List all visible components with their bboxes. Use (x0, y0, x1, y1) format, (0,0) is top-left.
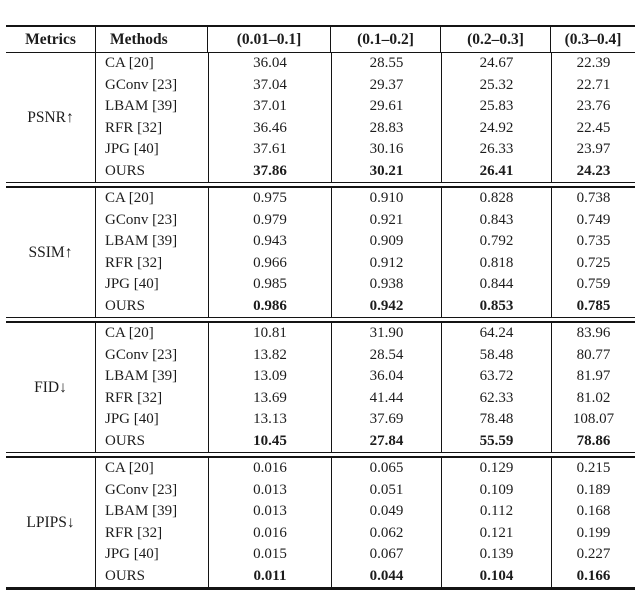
value-cell: 0.818 (441, 253, 551, 275)
value-cell: 108.07 (551, 409, 635, 431)
value-cell: 0.979 (208, 210, 331, 232)
value-cell: 10.81 (208, 323, 331, 345)
value-cell: 22.45 (551, 118, 635, 140)
method-cell: OURS (105, 432, 146, 449)
value-cell: 0.910 (331, 188, 441, 210)
method-cell: RFR [32] (105, 119, 163, 136)
results-table (6, 25, 635, 590)
metric-section-lpips (6, 458, 635, 587)
method-cell: CA [20] (105, 460, 154, 476)
header-cell-metrics: Metrics (25, 31, 76, 48)
value-cell: 0.844 (441, 274, 551, 296)
value-cell: 0.759 (551, 274, 635, 296)
method-cell: OURS (105, 297, 146, 314)
table-row (96, 366, 635, 388)
method-cell: JPG [40] (105, 411, 159, 427)
value-cell: 0.749 (551, 210, 635, 232)
value-cell: 36.04 (331, 366, 441, 388)
value-cell: 29.61 (331, 96, 441, 118)
metric-section-psnr (6, 53, 635, 182)
value-cell: 0.735 (551, 231, 635, 253)
value-cell: 0.912 (331, 253, 441, 275)
metric-section-fid (6, 323, 635, 452)
value-cell: 37.04 (208, 75, 331, 97)
value-cell: 81.02 (551, 388, 635, 410)
table-row (96, 345, 635, 367)
table-row (96, 388, 635, 410)
section-rows (95, 323, 635, 452)
value-cell: 0.049 (331, 501, 441, 523)
value-cell: 27.84 (331, 431, 441, 453)
method-cell: GConv [23] (105, 76, 178, 93)
table-row (96, 409, 635, 431)
table-row (96, 296, 635, 318)
value-cell: 13.69 (208, 388, 331, 410)
method-cell: OURS (105, 567, 146, 584)
value-cell: 24.23 (551, 161, 635, 183)
value-cell: 0.843 (441, 210, 551, 232)
table-row (96, 231, 635, 253)
value-cell: 25.83 (441, 96, 551, 118)
value-cell: 36.04 (208, 53, 331, 75)
metric-label: FID↓ (34, 378, 67, 396)
value-cell: 0.044 (331, 566, 441, 588)
value-cell: 30.21 (331, 161, 441, 183)
method-cell: LBAM [39] (105, 368, 178, 384)
value-cell: 37.61 (208, 139, 331, 161)
value-cell: 13.09 (208, 366, 331, 388)
table-row (96, 566, 635, 588)
value-cell: 28.83 (331, 118, 441, 140)
value-cell: 62.33 (441, 388, 551, 410)
value-cell: 80.77 (551, 345, 635, 367)
value-cell: 36.46 (208, 118, 331, 140)
header-cell-range-3: (0.2–0.3] (440, 27, 550, 52)
value-cell: 26.33 (441, 139, 551, 161)
value-cell: 13.82 (208, 345, 331, 367)
header-cell-range-1: (0.01–0.1] (207, 27, 330, 52)
table-row (96, 96, 635, 118)
value-cell: 37.69 (331, 409, 441, 431)
method-cell: JPG [40] (105, 546, 159, 562)
value-cell: 55.59 (441, 431, 551, 453)
table-row (96, 210, 635, 232)
value-cell: 78.86 (551, 431, 635, 453)
value-cell: 0.938 (331, 274, 441, 296)
metric-label: PSNR↑ (27, 108, 74, 126)
table-row (96, 323, 635, 345)
value-cell: 83.96 (551, 323, 635, 345)
value-cell: 28.55 (331, 53, 441, 75)
value-cell: 0.853 (441, 296, 551, 318)
value-cell: 37.86 (208, 161, 331, 183)
table-row (96, 501, 635, 523)
method-cell: LBAM [39] (105, 233, 178, 249)
value-cell: 10.45 (208, 431, 331, 453)
value-cell: 0.168 (551, 501, 635, 523)
table-row (96, 523, 635, 545)
value-cell: 0.966 (208, 253, 331, 275)
value-cell: 23.97 (551, 139, 635, 161)
value-cell: 0.139 (441, 544, 551, 566)
value-cell: 0.013 (208, 480, 331, 502)
section-rows (95, 458, 635, 587)
table-row (96, 118, 635, 140)
value-cell: 37.01 (208, 96, 331, 118)
header-cell-methods: Methods (95, 27, 207, 52)
header-cell-range-4: (0.3–0.4] (550, 27, 635, 52)
metric-label: SSIM↑ (28, 243, 73, 261)
method-cell: JPG [40] (105, 276, 159, 292)
table-row (96, 274, 635, 296)
method-cell: RFR [32] (105, 524, 163, 541)
method-cell: CA [20] (105, 55, 154, 71)
value-cell: 0.109 (441, 480, 551, 502)
table-row (96, 480, 635, 502)
value-cell: 0.199 (551, 523, 635, 545)
value-cell: 23.76 (551, 96, 635, 118)
value-cell: 0.986 (208, 296, 331, 318)
section-rows (95, 188, 635, 317)
table-row (96, 253, 635, 275)
value-cell: 0.112 (441, 501, 551, 523)
value-cell: 78.48 (441, 409, 551, 431)
method-cell: CA [20] (105, 190, 154, 206)
value-cell: 0.785 (551, 296, 635, 318)
value-cell: 0.921 (331, 210, 441, 232)
value-cell: 30.16 (331, 139, 441, 161)
value-cell: 0.013 (208, 501, 331, 523)
value-cell: 0.985 (208, 274, 331, 296)
table-row (96, 75, 635, 97)
table-row (96, 431, 635, 453)
value-cell: 0.738 (551, 188, 635, 210)
value-cell: 26.41 (441, 161, 551, 183)
method-cell: GConv [23] (105, 481, 178, 498)
value-cell: 22.71 (551, 75, 635, 97)
method-cell: GConv [23] (105, 211, 178, 228)
value-cell: 0.909 (331, 231, 441, 253)
value-cell: 0.016 (208, 458, 331, 480)
metric-label: LPIPS↓ (26, 513, 75, 531)
value-cell: 25.32 (441, 75, 551, 97)
value-cell: 31.90 (331, 323, 441, 345)
method-cell: JPG [40] (105, 141, 159, 157)
method-cell: OURS (105, 162, 146, 179)
value-cell: 0.943 (208, 231, 331, 253)
value-cell: 0.067 (331, 544, 441, 566)
header-cell-range-2: (0.1–0.2] (330, 27, 440, 52)
value-cell: 0.051 (331, 480, 441, 502)
value-cell: 0.062 (331, 523, 441, 545)
value-cell: 24.67 (441, 53, 551, 75)
value-cell: 0.215 (551, 458, 635, 480)
method-cell: CA [20] (105, 325, 154, 341)
value-cell: 28.54 (331, 345, 441, 367)
table-row (96, 161, 635, 183)
value-cell: 0.129 (441, 458, 551, 480)
value-cell: 0.104 (441, 566, 551, 588)
value-cell: 0.828 (441, 188, 551, 210)
table-header-row (6, 27, 635, 53)
table-row (96, 139, 635, 161)
table-row (96, 544, 635, 566)
value-cell: 0.792 (441, 231, 551, 253)
metric-section-ssim (6, 188, 635, 317)
value-cell: 0.016 (208, 523, 331, 545)
value-cell: 29.37 (331, 75, 441, 97)
value-cell: 63.72 (441, 366, 551, 388)
value-cell: 0.975 (208, 188, 331, 210)
method-cell: LBAM [39] (105, 98, 178, 114)
value-cell: 0.065 (331, 458, 441, 480)
table-row (96, 458, 635, 480)
value-cell: 0.011 (208, 566, 331, 588)
method-cell: GConv [23] (105, 346, 178, 363)
section-rows (95, 53, 635, 182)
value-cell: 81.97 (551, 366, 635, 388)
value-cell: 64.24 (441, 323, 551, 345)
value-cell: 24.92 (441, 118, 551, 140)
value-cell: 13.13 (208, 409, 331, 431)
value-cell: 41.44 (331, 388, 441, 410)
value-cell: 0.166 (551, 566, 635, 588)
value-cell: 0.015 (208, 544, 331, 566)
value-cell: 0.189 (551, 480, 635, 502)
table-row (96, 188, 635, 210)
method-cell: RFR [32] (105, 389, 163, 406)
value-cell: 0.942 (331, 296, 441, 318)
table-row (96, 53, 635, 75)
value-cell: 58.48 (441, 345, 551, 367)
method-cell: RFR [32] (105, 254, 163, 271)
value-cell: 0.725 (551, 253, 635, 275)
value-cell: 0.227 (551, 544, 635, 566)
value-cell: 22.39 (551, 53, 635, 75)
method-cell: LBAM [39] (105, 503, 178, 519)
table-body (6, 53, 635, 587)
value-cell: 0.121 (441, 523, 551, 545)
